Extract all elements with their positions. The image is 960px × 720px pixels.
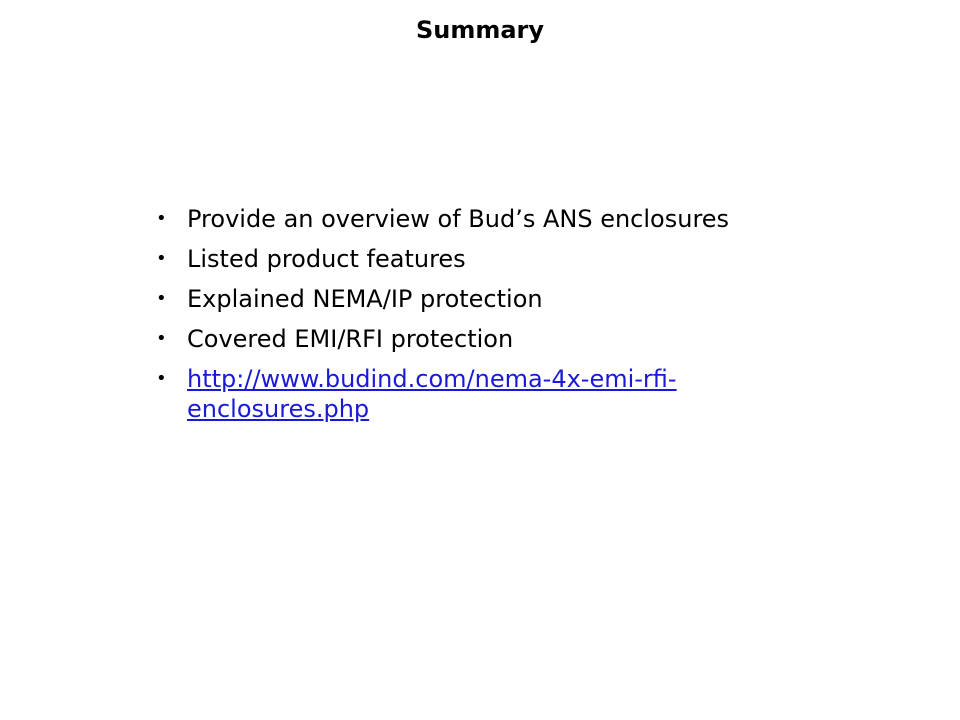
product-page-link[interactable] [187, 364, 796, 424]
slide-title: Summary [415, 16, 545, 44]
bullet-icon: • [156, 328, 167, 349]
bullet-icon: • [156, 368, 167, 389]
summary-bullet-list [156, 204, 796, 434]
bullet-icon: • [156, 208, 167, 229]
bullet-icon: • [156, 288, 167, 309]
list-item [156, 284, 796, 314]
bullet-icon: • [156, 248, 167, 269]
list-item [156, 324, 796, 354]
list-item [156, 364, 796, 424]
bullet-text: Explained NEMA/IP protection [187, 285, 543, 313]
bullet-text: Covered EMI/RFI protection [187, 325, 514, 353]
link-line-2[interactable]: enclosures.php [187, 395, 370, 423]
list-item [156, 204, 796, 234]
bullet-text: Listed product features [187, 245, 466, 273]
list-item [156, 244, 796, 274]
bullet-text: Provide an overview of Bud’s ANS enclosures [187, 205, 730, 233]
link-line-1[interactable]: http://www.budind.com/nema-4x-emi-rfi- [187, 365, 677, 393]
